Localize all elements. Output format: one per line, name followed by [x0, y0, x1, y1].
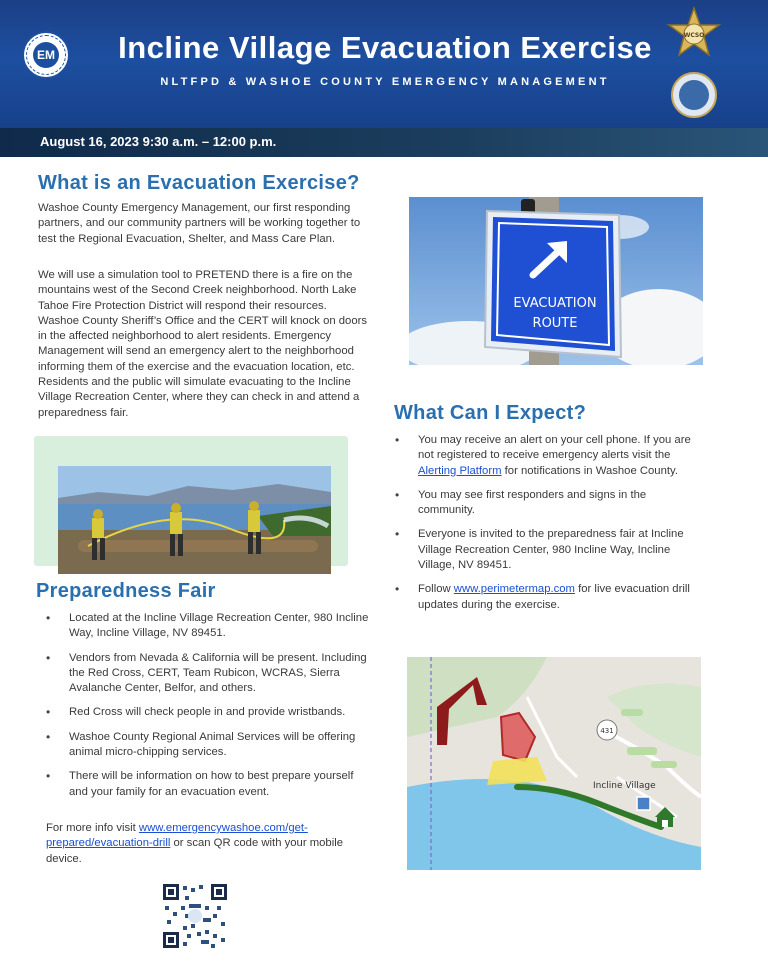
county-seal-icon [671, 72, 717, 118]
fair-item: • Located at the Incline Village Recreation Center, 980 Incline Way, Incline Village, NV 89451. [43, 611, 373, 642]
alerting-platform-link[interactable]: Alerting Platform [418, 464, 502, 477]
highway-label: 431 [600, 727, 614, 735]
more-info-suffix: or scan QR code with your mobile device. [46, 837, 344, 865]
expect-item: • You may receive an alert on your cell phone. If you are not registered to receive emergency alerts visit the Alerting Platform for notifications in Washoe County. [392, 433, 692, 479]
what-is-paragraph-1: Washoe County Emergency Management, our first responding partners, and our community partners will be working together to test the Regional Evacuation, Shelter, and Mass Care Plan. [38, 202, 361, 245]
fair-list [43, 611, 373, 809]
fair-item: • Washoe County Regional Animal Services will be offering animal micro-chipping services. [43, 730, 373, 761]
more-info-prefix: For more info visit [46, 822, 139, 834]
sign-text-line2: ROUTE [532, 316, 578, 331]
sheriff-badge-icon [665, 6, 723, 64]
em-logo [22, 31, 70, 79]
fair-heading: Preparedness Fair [36, 580, 216, 602]
what-is-paragraph-2: We will use a simulation tool to PRETEND there is a fire on the mountains west of the Second Creek neighborhood. North Lake Tahoe Fire Protection District will respond their resources. Washoe County Sheriff’s Office and the CERT will knock on doors in the affected neighborhood to alert residents. Emergency Management will send an emergency alert to the neighborhood informing them of the exercise and the evacuation location, etc. Residents and the public will simulate evacuating to the Incline Village Recreation Center, where they can check in and attend a preparedness fair. [38, 269, 368, 419]
badge-text: WCSO [683, 32, 705, 39]
more-info-text [46, 821, 356, 867]
event-date: August 16, 2023 9:30 a.m. – 12:00 p.m. [40, 134, 277, 149]
expect-list [392, 433, 692, 622]
expect-heading: What Can I Expect? [394, 402, 587, 424]
evacuation-drill-link[interactable]: www.emergencywashoe.com/get-prepared/evacuation-drill [46, 822, 308, 850]
perimetermap-link[interactable]: www.perimetermap.com [453, 583, 575, 596]
sign-text-line1: EVACUATION [513, 296, 597, 311]
expect-item: • Follow www.perimetermap.com for live evacuation drill updates during the exercise. [392, 582, 692, 613]
fair-item: • Red Cross will check people in and provide wristbands. [43, 705, 373, 720]
expect-item: • Everyone is invited to the preparedness fair at Incline Village Recreation Center, 980 Incline Way, Incline Village, NV 89451. [392, 527, 692, 573]
evacuation-map [407, 657, 701, 870]
page-title: Incline Village Evacuation Exercise [118, 30, 652, 65]
fair-item: • Vendors from Nevada & California will be present. Including the Red Cross, CERT, Team Rubicon, WCRAS, Sierra Avalanche Center, Belfor, and others. [43, 651, 373, 697]
firefighters-photo [58, 466, 331, 574]
evacuation-route-sign-photo [409, 197, 703, 365]
em-logo-text: EM [33, 42, 59, 68]
page-subtitle: NLTFPD & WASHOE COUNTY EMERGENCY MANAGEMENT [160, 76, 610, 88]
fair-item: • There will be information on how to best prepare yourself and your family for an evacuation event. [43, 769, 373, 800]
expect-item: • You may see first responders and signs in the community. [392, 488, 692, 519]
what-is-heading: What is an Evacuation Exercise? [38, 172, 360, 194]
qr-code-icon[interactable] [161, 882, 229, 950]
map-place-label: Incline Village [593, 781, 656, 791]
